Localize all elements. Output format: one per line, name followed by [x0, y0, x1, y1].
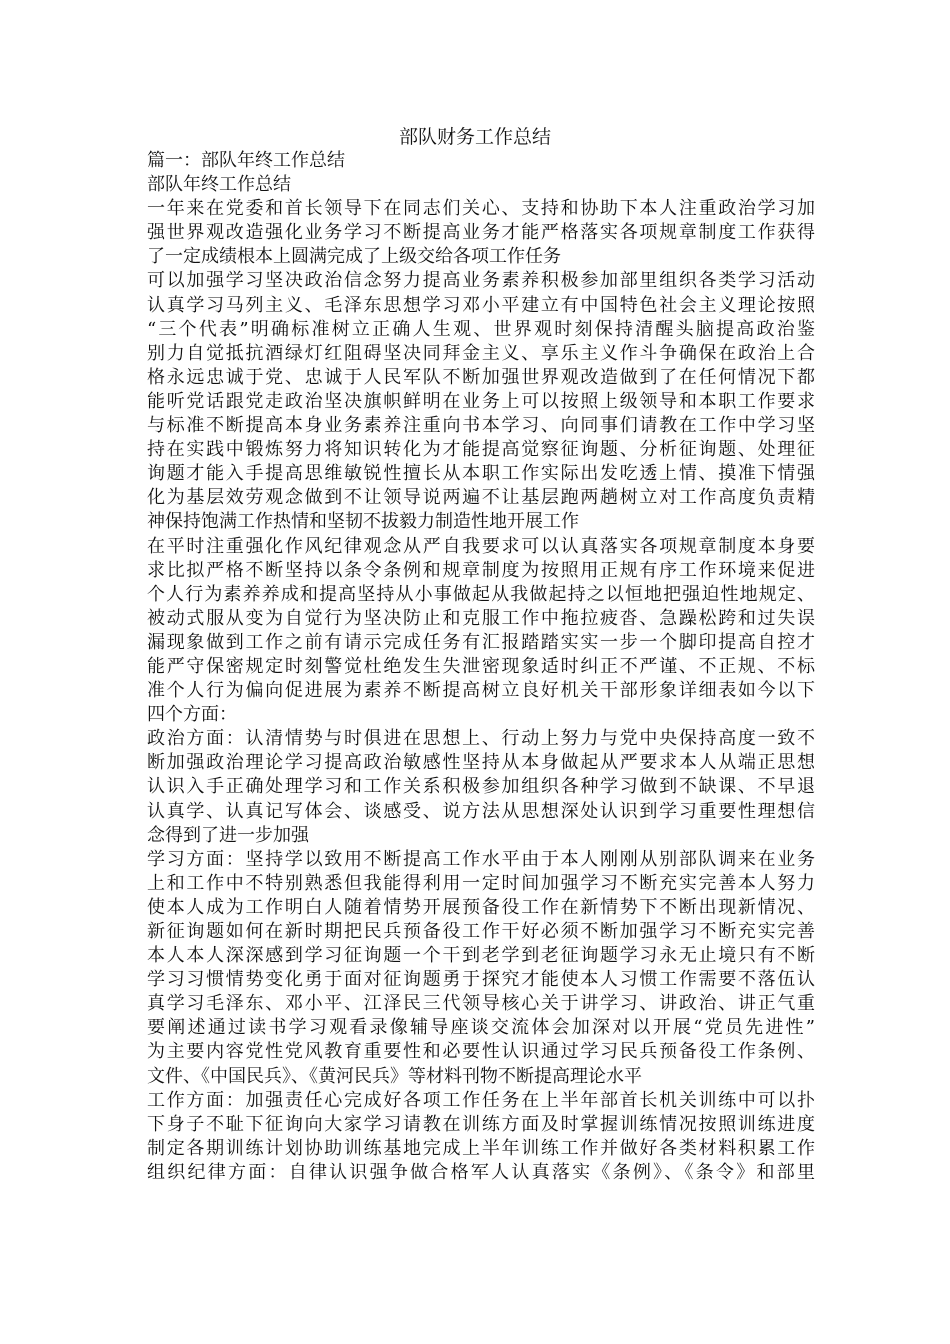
body-line: 学习方面：坚持学以致用不断提高工作水平由于本人刚刚从别部队调来在业务: [147, 848, 815, 870]
body-line: 能严守保密规定时刻警觉杜绝发生失泄密现象适时纠正不严谨、不正规、不标: [147, 655, 815, 677]
body-line: 下身子不耻下征询向大家学习请教在训练方面及时掌握训练情况按照训练进度: [147, 1113, 815, 1135]
body-line: 询题才能入手提高思维敏锐性擅长从本职工作实际出发吃透上情、摸准下情强: [147, 463, 815, 485]
body-line: 与标准不断提高本身业务素养注重向书本学习、向同事们请教在工作中学习坚: [147, 415, 815, 437]
body-line: 格永远忠诚于党、忠诚于人民军队不断加强世界观改造做到了在任何情况下都: [147, 366, 815, 388]
body-line: 学习习惯情势变化勇于面对征询题勇于探究才能使本人习惯工作需要不落伍认: [147, 969, 815, 991]
body-line: 个人行为素养养成和提高坚持从小事做起从我做起持之以恒地把强迫性地规定、: [147, 583, 815, 605]
body-line: 能听党话跟党走政治坚决旗帜鲜明在业务上可以按照上级领导和本职工作要求: [147, 390, 815, 412]
body-line: 被动式服从变为自觉行为坚决防止和克服工作中拖拉疲沓、急躁松跨和过失误: [147, 607, 815, 629]
body-line: 要阐述通过读书学习观看录像辅导座谈交流体会加深对以开展“党员先进性”: [147, 1017, 815, 1039]
body-line: 制定各期训练计划协助训练基地完成上半年训练工作并做好各类材料积累工作: [147, 1137, 815, 1159]
body-line: 本人本人深深感到学习征询题一个干到老学到老征询题学习永无止境只有不断: [147, 945, 815, 967]
body-line: 神保持饱满工作热情和坚韧不拔毅力制造性地开展工作: [147, 511, 579, 533]
body-line: 了一定成绩根本上圆满完成了上级交给各项工作任务: [147, 246, 561, 268]
body-line: 上和工作中不特别熟悉但我能得利用一定时间加强学习不断充实完善本人努力: [147, 872, 815, 894]
body-line: 化为基层效劳观念做到不让领导说两遍不让基层跑两趟树立对工作高度负责精: [147, 487, 815, 509]
document-title: 部队财务工作总结: [398, 126, 551, 148]
body-line: 念得到了进一步加强: [147, 824, 309, 846]
section-heading: 篇一：部队年终工作总结: [147, 150, 345, 171]
body-line: 准个人行为偏向促进展为素养不断提高树立良好机关干部形象详细表如今以下: [147, 680, 815, 702]
body-line: 持在实践中锻炼努力将知识转化为才能提高觉察征询题、分析征询题、处理征: [147, 439, 815, 461]
body-line: 真学习毛泽东、邓小平、江泽民三代领导核心关于讲学习、讲政治、讲正气重: [147, 993, 815, 1015]
body-line: 为主要内容党性党风教育重要性和必要性认识通过学习民兵预备役工作条例、: [147, 1041, 815, 1063]
body-line: 四个方面：: [147, 704, 237, 726]
body-line: 组织纪律方面：自律认识强争做合格军人认真落实《条例》、《条令》和部里: [147, 1161, 815, 1183]
body-line: 文件、《中国民兵》、《黄河民兵》等材料刊物不断提高理论水平: [147, 1065, 642, 1087]
body-line: 强世界观改造强化业务学习不断提高业务才能严格落实各项规章制度工作获得: [147, 222, 815, 244]
body-line: 认真学习马列主义、毛泽东思想学习邓小平建立有中国特色社会主义理论按照: [147, 294, 815, 316]
body-line: “三个代表”明确标准树立正确人生观、世界观时刻保持清醒头脑提高政治鉴: [147, 318, 815, 340]
body-line: 在平时注重强化作风纪律观念从严自我要求可以认真落实各项规章制度本身要: [147, 535, 815, 557]
body-line: 一年来在党委和首长领导下在同志们关心、支持和协助下本人注重政治学习加: [147, 198, 815, 220]
section-heading: 部队年终工作总结: [147, 174, 291, 196]
body-line: 断加强政治理论学习提高政治敏感性坚持从本身做起从严要求本人从端正思想: [147, 752, 815, 774]
body-line: 认真学、认真记写体会、谈感受、说方法从思想深处认识到学习重要性理想信: [147, 800, 815, 822]
body-line: 别力自觉抵抗酒绿灯红阻碍坚决同拜金主义、享乐主义作斗争确保在政治上合: [147, 342, 815, 364]
body-line: 使本人成为工作明白人随着情势开展预备役工作在新情势下不断出现新情况、: [147, 896, 815, 918]
document-body: [147, 149, 815, 1185]
body-line: 漏现象做到工作之前有请示完成任务有汇报踏踏实实一步一个脚印提高自控才: [147, 631, 815, 653]
body-line: 可以加强学习坚决政治信念努力提高业务素养积极参加部里组织各类学习活动: [147, 270, 815, 292]
body-line: 认识入手正确处理学习和工作关系积极参加组织各种学习做到不缺课、不早退: [147, 776, 815, 798]
body-line: 求比拟严格不断坚持以条令条例和规章制度为按照用正规有序工作环境来促进: [147, 559, 815, 581]
body-line: 政治方面：认清情势与时俱进在思想上、行动上努力与党中央保持高度一致不: [147, 728, 815, 750]
body-line: 工作方面：加强责任心完成好各项工作任务在上半年部首长机关训练中可以扑: [147, 1089, 815, 1111]
body-line: 新征询题如何在新时期把民兵预备役工作干好必须不断加强学习不断充实完善: [147, 921, 815, 942]
